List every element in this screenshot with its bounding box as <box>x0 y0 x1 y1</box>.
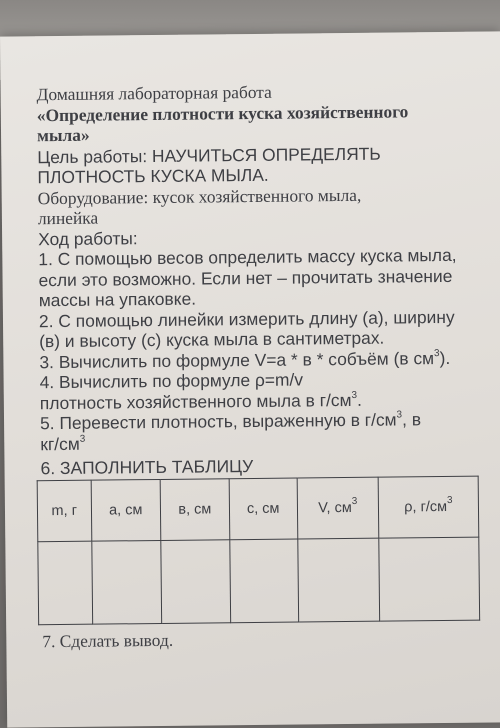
header-superscript: 3 <box>447 495 453 506</box>
table-cell-height[interactable] <box>230 539 299 623</box>
step4-end: . <box>357 389 362 409</box>
step2-line2: (в) и высоту (с) куска мыла в сантиметрах. <box>39 327 489 352</box>
step3-text: 3. Вычислить по формуле V=а * в * собъём (в см <box>39 348 434 372</box>
goal-line2: ПЛОТНОСТЬ КУСКА МЫЛА. <box>37 163 487 188</box>
document-title-line2: мыла» <box>37 121 487 146</box>
table-header-mass <box>37 480 91 542</box>
table-row <box>38 537 480 625</box>
table-cell-length[interactable] <box>91 540 161 624</box>
document-body <box>37 80 493 652</box>
step4-text: плотность хозяйственного мыла в г/см <box>40 389 352 412</box>
goal-line1: Цель работы: НАУЧИТЬСЯ ОПРЕДЕЛЯТЬ <box>37 142 487 167</box>
table-header-volume <box>297 477 379 539</box>
step5-unit: кг/см <box>40 433 80 453</box>
step1-line2: если это возможно. Если нет – прочитать значение <box>38 265 488 290</box>
table-cell-volume[interactable] <box>297 538 379 622</box>
header-label: m, г <box>51 503 77 519</box>
step7-conclusion: 7. Сделать вывод. <box>42 626 492 651</box>
step3-end: ). <box>439 347 450 367</box>
document-title-line1: «Определение плотности куска хозяйственного <box>37 100 487 125</box>
table-cell-mass[interactable] <box>38 541 92 625</box>
step5-text: 5. Перевести плотность, выраженную в г/см <box>40 409 397 433</box>
table-header-length <box>91 479 161 541</box>
table-header-height <box>229 478 297 540</box>
paper-sheet <box>0 31 500 727</box>
step2-line1: 2. С помощью линейки измерить длину (а), ширину <box>39 306 489 331</box>
procedure-heading: Ход работы: <box>38 224 488 249</box>
table-header-density <box>378 476 479 538</box>
header-label: с, см <box>247 501 280 517</box>
header-superscript: 3 <box>352 496 358 507</box>
step5-superscript2: 3 <box>80 433 86 444</box>
step3-superscript: 3 <box>434 348 440 359</box>
header-label: ρ, г/см <box>404 499 447 515</box>
step5-line1-end: , в <box>402 409 421 429</box>
header-label: в, см <box>178 501 211 517</box>
step5-superscript1: 3 <box>396 409 402 420</box>
table-header-width <box>160 479 229 541</box>
equipment-line2: линейка <box>38 204 488 229</box>
step1-line1: 1. С помощью весов определить массу куска мыла, <box>38 245 488 270</box>
header-label: V, см <box>318 500 352 516</box>
step6-heading: 6. ЗАПОЛНИТЬ ТАБЛИЦУ <box>40 454 490 479</box>
measurement-table <box>37 476 480 626</box>
equipment-line1: Оборудование: кусок хозяйственного мыла, <box>38 183 488 208</box>
step1-line3: массы на упаковке. <box>39 286 489 311</box>
step4-superscript: 3 <box>351 389 357 400</box>
header-label: а, см <box>109 502 143 518</box>
table-header-row <box>37 476 479 542</box>
table-cell-width[interactable] <box>161 540 231 624</box>
table-cell-density[interactable] <box>379 537 480 621</box>
step4-line1: 4. Вычислить по формуле ρ=m/v <box>40 368 490 393</box>
document-header: Домашняя лабораторная работа <box>37 80 487 105</box>
